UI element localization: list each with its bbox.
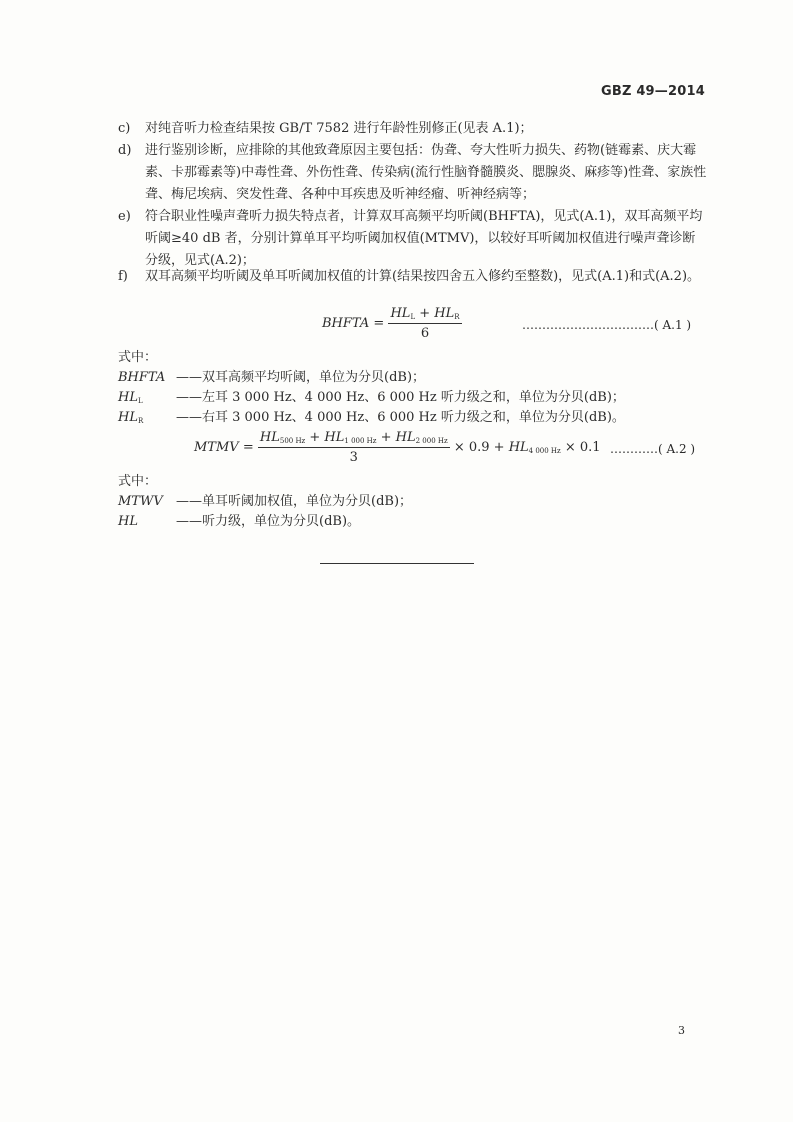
fraction-numerator: $HL_{500 Hz} + HL_{1 000 Hz} + HL_{2 000 Hz}$ — [258, 430, 450, 448]
list-item-text: 进行鉴别诊断，应排除的其他致聋原因主要包括：伪聋、夸大性听力损失、药物(链霉素、庆大霉素、卡那霉素等)中毒性聋、外伤性聋、传染病(流行性脑脊髓膜炎、腮腺炎、麻疹等)性聋、家族性聋、梅尼埃病、突发性聋、各种中耳疾患及听神经瘤、听神经病等； — [145, 143, 707, 202]
end-rule-divider — [320, 563, 474, 564]
definition-symbol: MTWV — [118, 494, 163, 509]
where-label: 式中： — [118, 350, 158, 365]
formula-a1 — [322, 306, 462, 341]
formula-a2: MTMV = $\frac{HL_{500 Hz} + HL_{1 000 Hz} + HL_{2 000 Hz}}{3}$ × $0.9 + HL_{4 000 Hz} \times 0.1$ — [194, 430, 601, 465]
definition-text: ——听力级，单位为分贝(dB)。 — [176, 514, 361, 529]
definition-symbol: $HL_R$ — [118, 410, 144, 425]
equals-sign: = — [242, 440, 254, 455]
list-item-text: 符合职业性噪声聋听力损失特点者，计算双耳高频平均听阈(BHFTA)，见式(A.1)，双耳高频平均听阈≥40 dB 者，分别计算单耳平均听阈加权值(MTMV)，以较好耳听阈加权值进行噪声聋诊断分级，见式(A.2)； — [145, 209, 703, 268]
list-marker: c) — [118, 121, 131, 136]
formula-lhs: MTMV — [194, 440, 239, 455]
equation-number-a2: …………( A.2 ) — [610, 442, 696, 456]
definition-symbol: BHFTA — [118, 370, 166, 385]
list-item-c — [118, 118, 708, 140]
definition-text: ——右耳 3 000 Hz、4 000 Hz、6 000 Hz 听力级之和，单位为分贝(dB)。 — [176, 410, 625, 425]
list-marker: e) — [118, 209, 131, 224]
definition-row — [118, 492, 412, 512]
formula-lhs: BHFTA — [322, 316, 370, 331]
where-label: 式中： — [118, 474, 158, 489]
page-number: 3 — [678, 1024, 685, 1037]
list-item-d — [118, 140, 708, 206]
definition-text: ——单耳听阈加权值，单位为分贝(dB)； — [176, 494, 413, 509]
standard-code-header: GBZ 49—2014 — [600, 84, 705, 99]
list-item-f — [118, 266, 708, 288]
definition-text: ——双耳高频平均听阈，单位为分贝(dB)； — [176, 370, 426, 385]
fraction-denominator: 3 — [349, 450, 358, 465]
fraction-numerator: $HL_L + HL_R$ — [388, 306, 461, 324]
equals-sign: = — [373, 316, 385, 331]
fraction-denominator: 6 — [420, 326, 430, 341]
definition-row — [118, 408, 625, 431]
list-item-text: 双耳高频平均听阈及单耳听阈加权值的计算(结果按四舍五入修约至整数)，见式(A.1)和式(A.2)。 — [145, 269, 701, 284]
formula-multiplier: × 0.9 + — [449, 440, 509, 455]
formula-fraction — [258, 430, 450, 465]
formula-multiplier: × 0.1 — [560, 440, 601, 455]
definition-row — [118, 512, 360, 532]
list-item-e — [118, 206, 708, 272]
definition-text: ——左耳 3 000 Hz、4 000 Hz、6 000 Hz 听力级之和，单位为分贝(dB)； — [176, 390, 625, 405]
list-item-text: 对纯音听力检查结果按 GB/T 7582 进行年龄性别修正(见表 A.1)； — [145, 121, 533, 136]
formula-fraction — [388, 306, 461, 341]
equation-number-a1: ……………………………( A.1 ) — [522, 318, 692, 332]
definition-symbol: HL — [118, 514, 138, 529]
definition-symbol: $HL_L$ — [118, 390, 143, 405]
list-marker: d) — [118, 143, 132, 158]
list-marker: f) — [118, 269, 128, 284]
